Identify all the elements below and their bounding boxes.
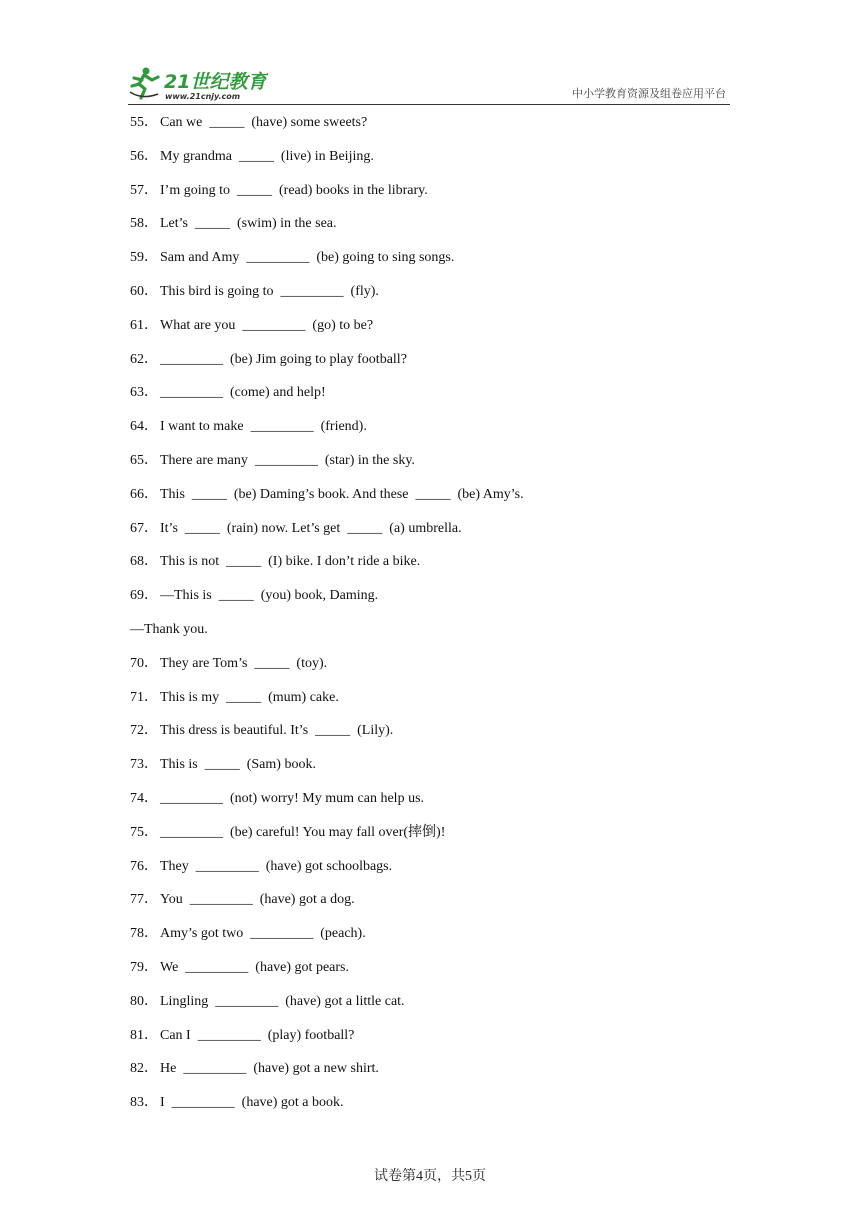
question-number: 69． [130, 588, 158, 604]
question-item [130, 383, 730, 417]
question-number: 58． [130, 216, 158, 232]
question-item [130, 214, 730, 248]
question-number: 79． [130, 959, 158, 975]
question-item [130, 350, 730, 384]
question-text: Can I _________ (play) football? [160, 1027, 355, 1043]
question-item [130, 755, 730, 789]
question-number: 66． [130, 486, 158, 502]
question-text: My grandma _____ (live) in Beijing. [160, 148, 374, 164]
question-text: It’s _____ (rain) now. Let’s get _____ (a) umbrella. [160, 520, 462, 536]
question-item [130, 857, 730, 891]
logo-url: www.21cnjy.com [165, 92, 241, 101]
question-item [130, 958, 730, 992]
question-text: This is _____ (Sam) book. [160, 757, 316, 773]
question-item [130, 282, 730, 316]
question-number: 70． [130, 655, 158, 671]
question-text: This dress is beautiful. It’s _____ (Lily). [160, 723, 394, 739]
question-number: 72． [130, 723, 158, 739]
question-number: 77． [130, 892, 158, 908]
question-item [130, 721, 730, 755]
question-number: 63． [130, 385, 158, 401]
question-text: What are you _________ (go) to be? [160, 317, 374, 333]
question-number: 68． [130, 554, 158, 570]
logo-text: 21世纪教育 [164, 71, 267, 93]
question-text: I _________ (have) got a book. [160, 1095, 344, 1111]
question-number: 67． [130, 520, 158, 536]
question-item [130, 992, 730, 1026]
question-item [130, 823, 730, 857]
question-number: 57． [130, 182, 158, 198]
question-number: 81． [130, 1027, 158, 1043]
question-item [130, 552, 730, 586]
question-text: They are Tom’s _____ (toy). [160, 655, 328, 671]
question-number: 59． [130, 250, 158, 266]
question-text: This is my _____ (mum) cake. [160, 689, 339, 705]
question-number: 80． [130, 993, 158, 1009]
question-item [130, 890, 730, 924]
page-header [128, 62, 730, 105]
question-text: He _________ (have) got a new shirt. [160, 1061, 379, 1077]
question-text: I want to make _________ (friend). [160, 419, 367, 435]
question-item [130, 1059, 730, 1093]
question-item [130, 789, 730, 823]
question-number: 83． [130, 1095, 158, 1111]
runner-icon [130, 68, 158, 99]
question-number: 60． [130, 283, 158, 299]
question-number: 61． [130, 317, 158, 333]
page-footer: 试卷第4页，共5页 [374, 1169, 486, 1184]
question-number: 75． [130, 824, 158, 840]
question-text: _________ (be) careful! You may fall over(摔倒)! [160, 824, 446, 840]
question-item [130, 485, 730, 519]
question-text: Sam and Amy _________ (be) going to sing songs. [160, 250, 455, 266]
question-number: 76． [130, 858, 158, 874]
question-item [130, 113, 730, 147]
question-text: This _____ (be) Daming’s book. And these _____ (be) Amy’s. [160, 486, 524, 502]
question-item [130, 620, 730, 654]
question-item [130, 1026, 730, 1060]
question-item [130, 451, 730, 485]
question-text: We _________ (have) got pears. [160, 959, 349, 975]
question-number: 62． [130, 351, 158, 367]
question-item [130, 654, 730, 688]
platform-slogan: 中小学教育资源及组卷应用平台 [572, 87, 726, 100]
question-number: 65． [130, 452, 158, 468]
question-number: 73． [130, 757, 158, 773]
question-text: _________ (not) worry! My mum can help us. [160, 790, 425, 806]
question-item [130, 147, 730, 181]
question-item [130, 688, 730, 722]
question-text: _________ (come) and help! [160, 385, 326, 401]
question-text: They _________ (have) got schoolbags. [160, 858, 393, 874]
question-text: This is not _____ (I) bike. I don’t ride a bike. [160, 554, 421, 570]
question-number: 74． [130, 790, 158, 806]
question-text: Can we _____ (have) some sweets? [160, 115, 368, 130]
question-number: 55． [130, 115, 158, 130]
question-item [130, 924, 730, 958]
question-item [130, 1093, 730, 1127]
question-number: 82． [130, 1061, 158, 1077]
question-text: There are many _________ (star) in the sky. [160, 452, 415, 468]
question-number: 56． [130, 148, 158, 164]
question-text: _________ (be) Jim going to play football? [160, 351, 407, 367]
question-text: Let’s _____ (swim) in the sea. [160, 216, 337, 232]
question-text: —Thank you. [130, 621, 208, 637]
question-text: —This is _____ (you) book, Daming. [160, 588, 379, 604]
logo [128, 64, 268, 102]
question-text: Amy’s got two _________ (peach). [160, 926, 366, 942]
question-item [130, 181, 730, 215]
question-text: I’m going to _____ (read) books in the library. [160, 182, 428, 198]
question-item [130, 417, 730, 451]
question-item [130, 519, 730, 553]
question-text: Lingling _________ (have) got a little cat. [160, 993, 405, 1009]
question-list [130, 113, 730, 1127]
question-text: You _________ (have) got a dog. [160, 892, 355, 908]
question-number: 71． [130, 689, 158, 705]
question-text: This bird is going to _________ (fly). [160, 283, 379, 299]
question-item [130, 586, 730, 620]
question-number: 78． [130, 926, 158, 942]
question-item [130, 316, 730, 350]
question-number: 64． [130, 419, 158, 435]
question-item [130, 248, 730, 282]
